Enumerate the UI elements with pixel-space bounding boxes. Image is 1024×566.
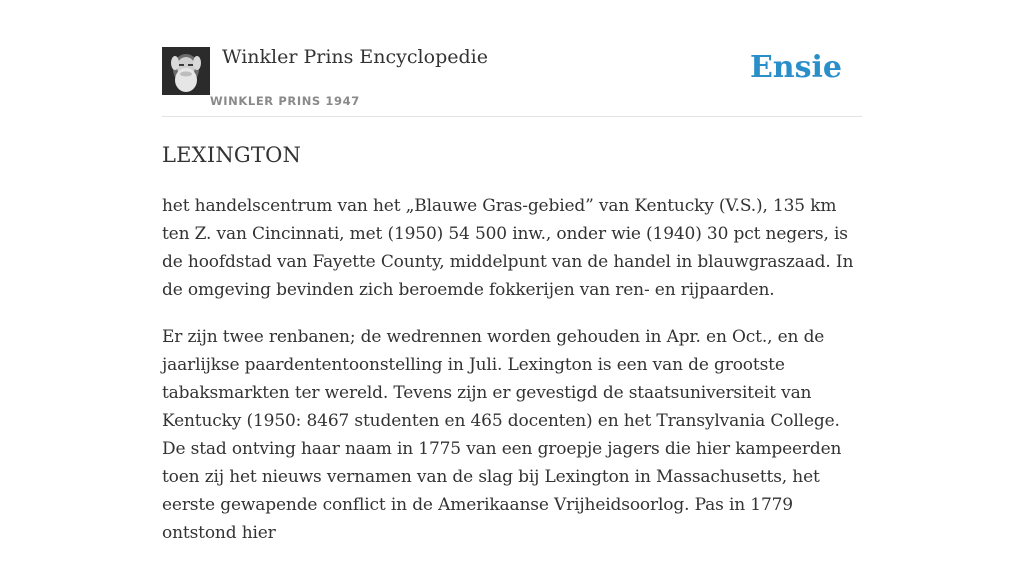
article-paragraph: het handelscentrum van het „Blauwe Gras-gebied” van Kentucky (V.S.), 135 km ten Z. van Cincinnati, met (1950) 54 500 inw., onder wie (1940) 30 pct negers, is de hoofdstad van Fayette County, middelpunt van de handel in blauwgraszaad. In de omgeving bevinden zich beroemde fokkerijen van ren- en rijpaarden. bbox=[162, 196, 854, 300]
site-title[interactable]: Winkler Prins Encyclopedie bbox=[222, 46, 488, 68]
article bbox=[162, 138, 862, 566]
brand-logo[interactable]: Ensie bbox=[749, 50, 842, 85]
article-paragraph: Er zijn twee renbanen; de wedrennen worden gehouden in Apr. en Oct., en de jaarlijkse paardententoonstelling in Juli. Lexington is een van de grootste tabaksmarkten ter wereld. Tevens zijn er gevestigd de staatsuniversiteit van Kentucky (1950: 8467 studenten en 465 docenten) en het Transylvania College. De stad ontving haar naam in 1775 van een groepje jagers die hier kampeerden toen zij het nieuws vernamen van de slag bij Lexington in Massachusetts, het eerste gewapende conflict in de Amerikaanse Vrijheidsoorlog. Pas in 1779 ontstond hier bbox=[162, 327, 842, 543]
site-subtitle[interactable]: WINKLER PRINS 1947 bbox=[210, 94, 360, 108]
site-header bbox=[162, 44, 862, 117]
avatar[interactable] bbox=[162, 47, 210, 95]
article-title: LEXINGTON bbox=[162, 143, 302, 167]
bearded-man-portrait-icon bbox=[162, 47, 210, 95]
